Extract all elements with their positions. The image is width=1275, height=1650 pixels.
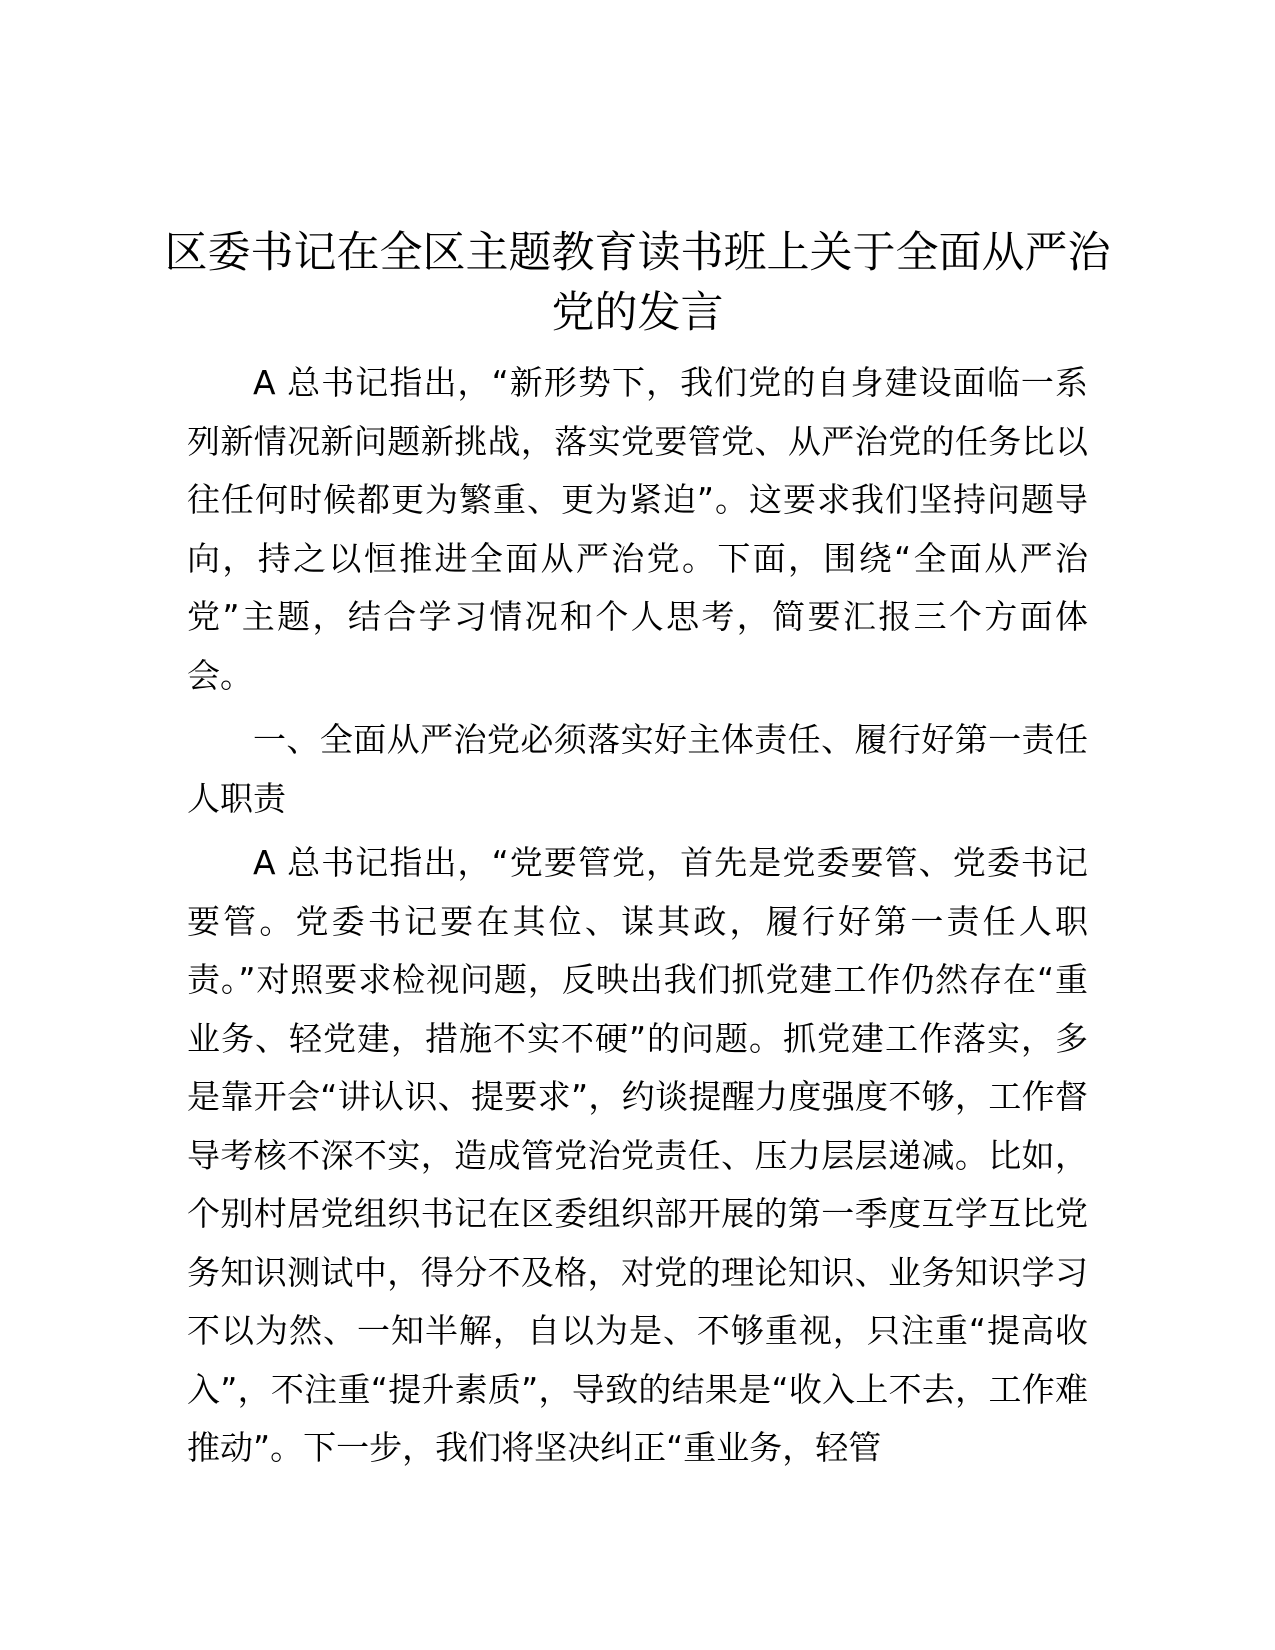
document-title: 区委书记在全区主题教育读书班上关于全面从严治党的发言 bbox=[164, 228, 1111, 338]
paragraph-intro: A 总书记指出，“新形势下，我们党的自身建设面临一系列新情况新问题新挑战，落实党要管党、从严治党的任务比以往任何时候都更为繁重、更为紧迫”。这要求我们坚持问题导向，持之以恒推进全面从严治党。下面，围绕“全面从严治党”主题，结合学习情况和个人思考，简要汇报三个方面体会。 bbox=[187, 363, 1088, 695]
paragraph-section-1: A 总书记指出，“党要管党，首先是党委要管、党委书记要管。党委书记要在其位、谋其政，履行好第一责任人职责。”对照要求检视问题，反映出我们抓党建工作仍然存在“重业务、轻党建，措施不实不硬”的问题。抓党建工作落实，多是靠开会“讲认识、提要求”，约谈提醒力度强度不够，工作督导考核不深不实，造成管党治党责任、压力层层递减。比如，个别村居党组织书记在区委组织部开展的第一季度互学互比党务知识测试中，得分不及格，对党的理论知识、业务知识学习不以为然、一知半解，自以为是、不够重视，只注重“提高收入”，不注重“提升素质”，导致的结果是“收入上不去，工作难推动”。下一步，我们将坚决纠正“重业务，轻管 bbox=[187, 843, 1088, 1467]
section-heading-1: 一、全面从严治党必须落实好主体责任、履行好第一责任人职责 bbox=[187, 720, 1088, 818]
document-body bbox=[187, 354, 1088, 1484]
